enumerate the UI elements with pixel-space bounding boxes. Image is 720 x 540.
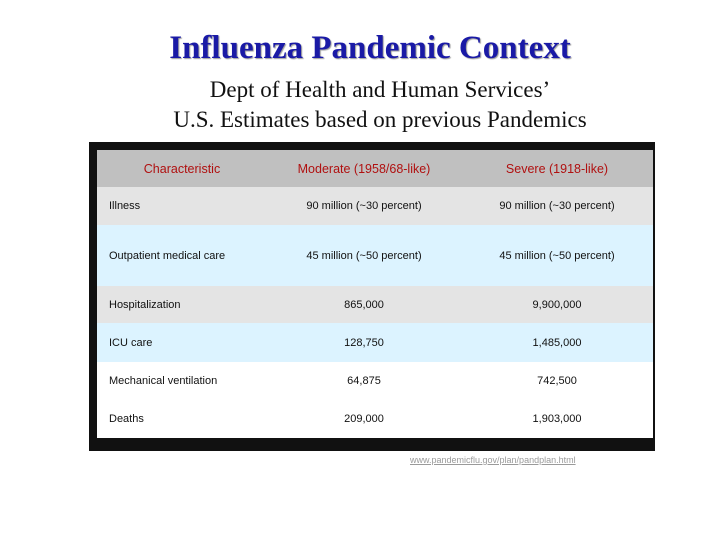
row-label: ICU care: [97, 323, 267, 362]
severe-value: 742,500: [461, 362, 653, 400]
header-characteristic: Characteristic: [97, 150, 267, 187]
table-row: [97, 187, 653, 225]
severe-value: 90 million (~30 percent): [461, 187, 653, 225]
subtitle-line-2: U.S. Estimates based on previous Pandemics: [173, 107, 587, 132]
estimates-table-frame: [89, 142, 655, 451]
moderate-value: 64,875: [267, 362, 461, 400]
severe-value: 1,485,000: [461, 323, 653, 362]
table-row: [97, 286, 653, 323]
table-row: [97, 362, 653, 400]
row-label: Hospitalization: [97, 286, 267, 323]
page-title: Influenza Pandemic Context: [169, 30, 571, 66]
moderate-value: 128,750: [267, 323, 461, 362]
row-label: Illness: [97, 187, 267, 225]
moderate-value: 90 million (~30 percent): [267, 187, 461, 225]
estimates-table: [97, 150, 653, 438]
table-row: [97, 323, 653, 362]
header-severe: Severe (1918-like): [461, 150, 653, 187]
header-moderate: Moderate (1958/68-like): [267, 150, 461, 187]
severe-value: 9,900,000: [461, 286, 653, 323]
moderate-value: 209,000: [267, 400, 461, 438]
moderate-value: 45 million (~50 percent): [267, 225, 461, 286]
severe-value: 45 million (~50 percent): [461, 225, 653, 286]
moderate-value: 865,000: [267, 286, 461, 323]
table-row: [97, 400, 653, 438]
severe-value: 1,903,000: [461, 400, 653, 438]
subtitle-line-1: Dept of Health and Human Services’: [209, 77, 551, 102]
row-label: Deaths: [97, 400, 267, 438]
table-header-row: [97, 150, 653, 187]
table-row: [97, 225, 653, 286]
source-link[interactable]: www.pandemicflu.gov/plan/pandplan.html: [410, 455, 576, 465]
row-label: Mechanical ventilation: [97, 362, 267, 400]
row-label: Outpatient medical care: [97, 225, 267, 286]
